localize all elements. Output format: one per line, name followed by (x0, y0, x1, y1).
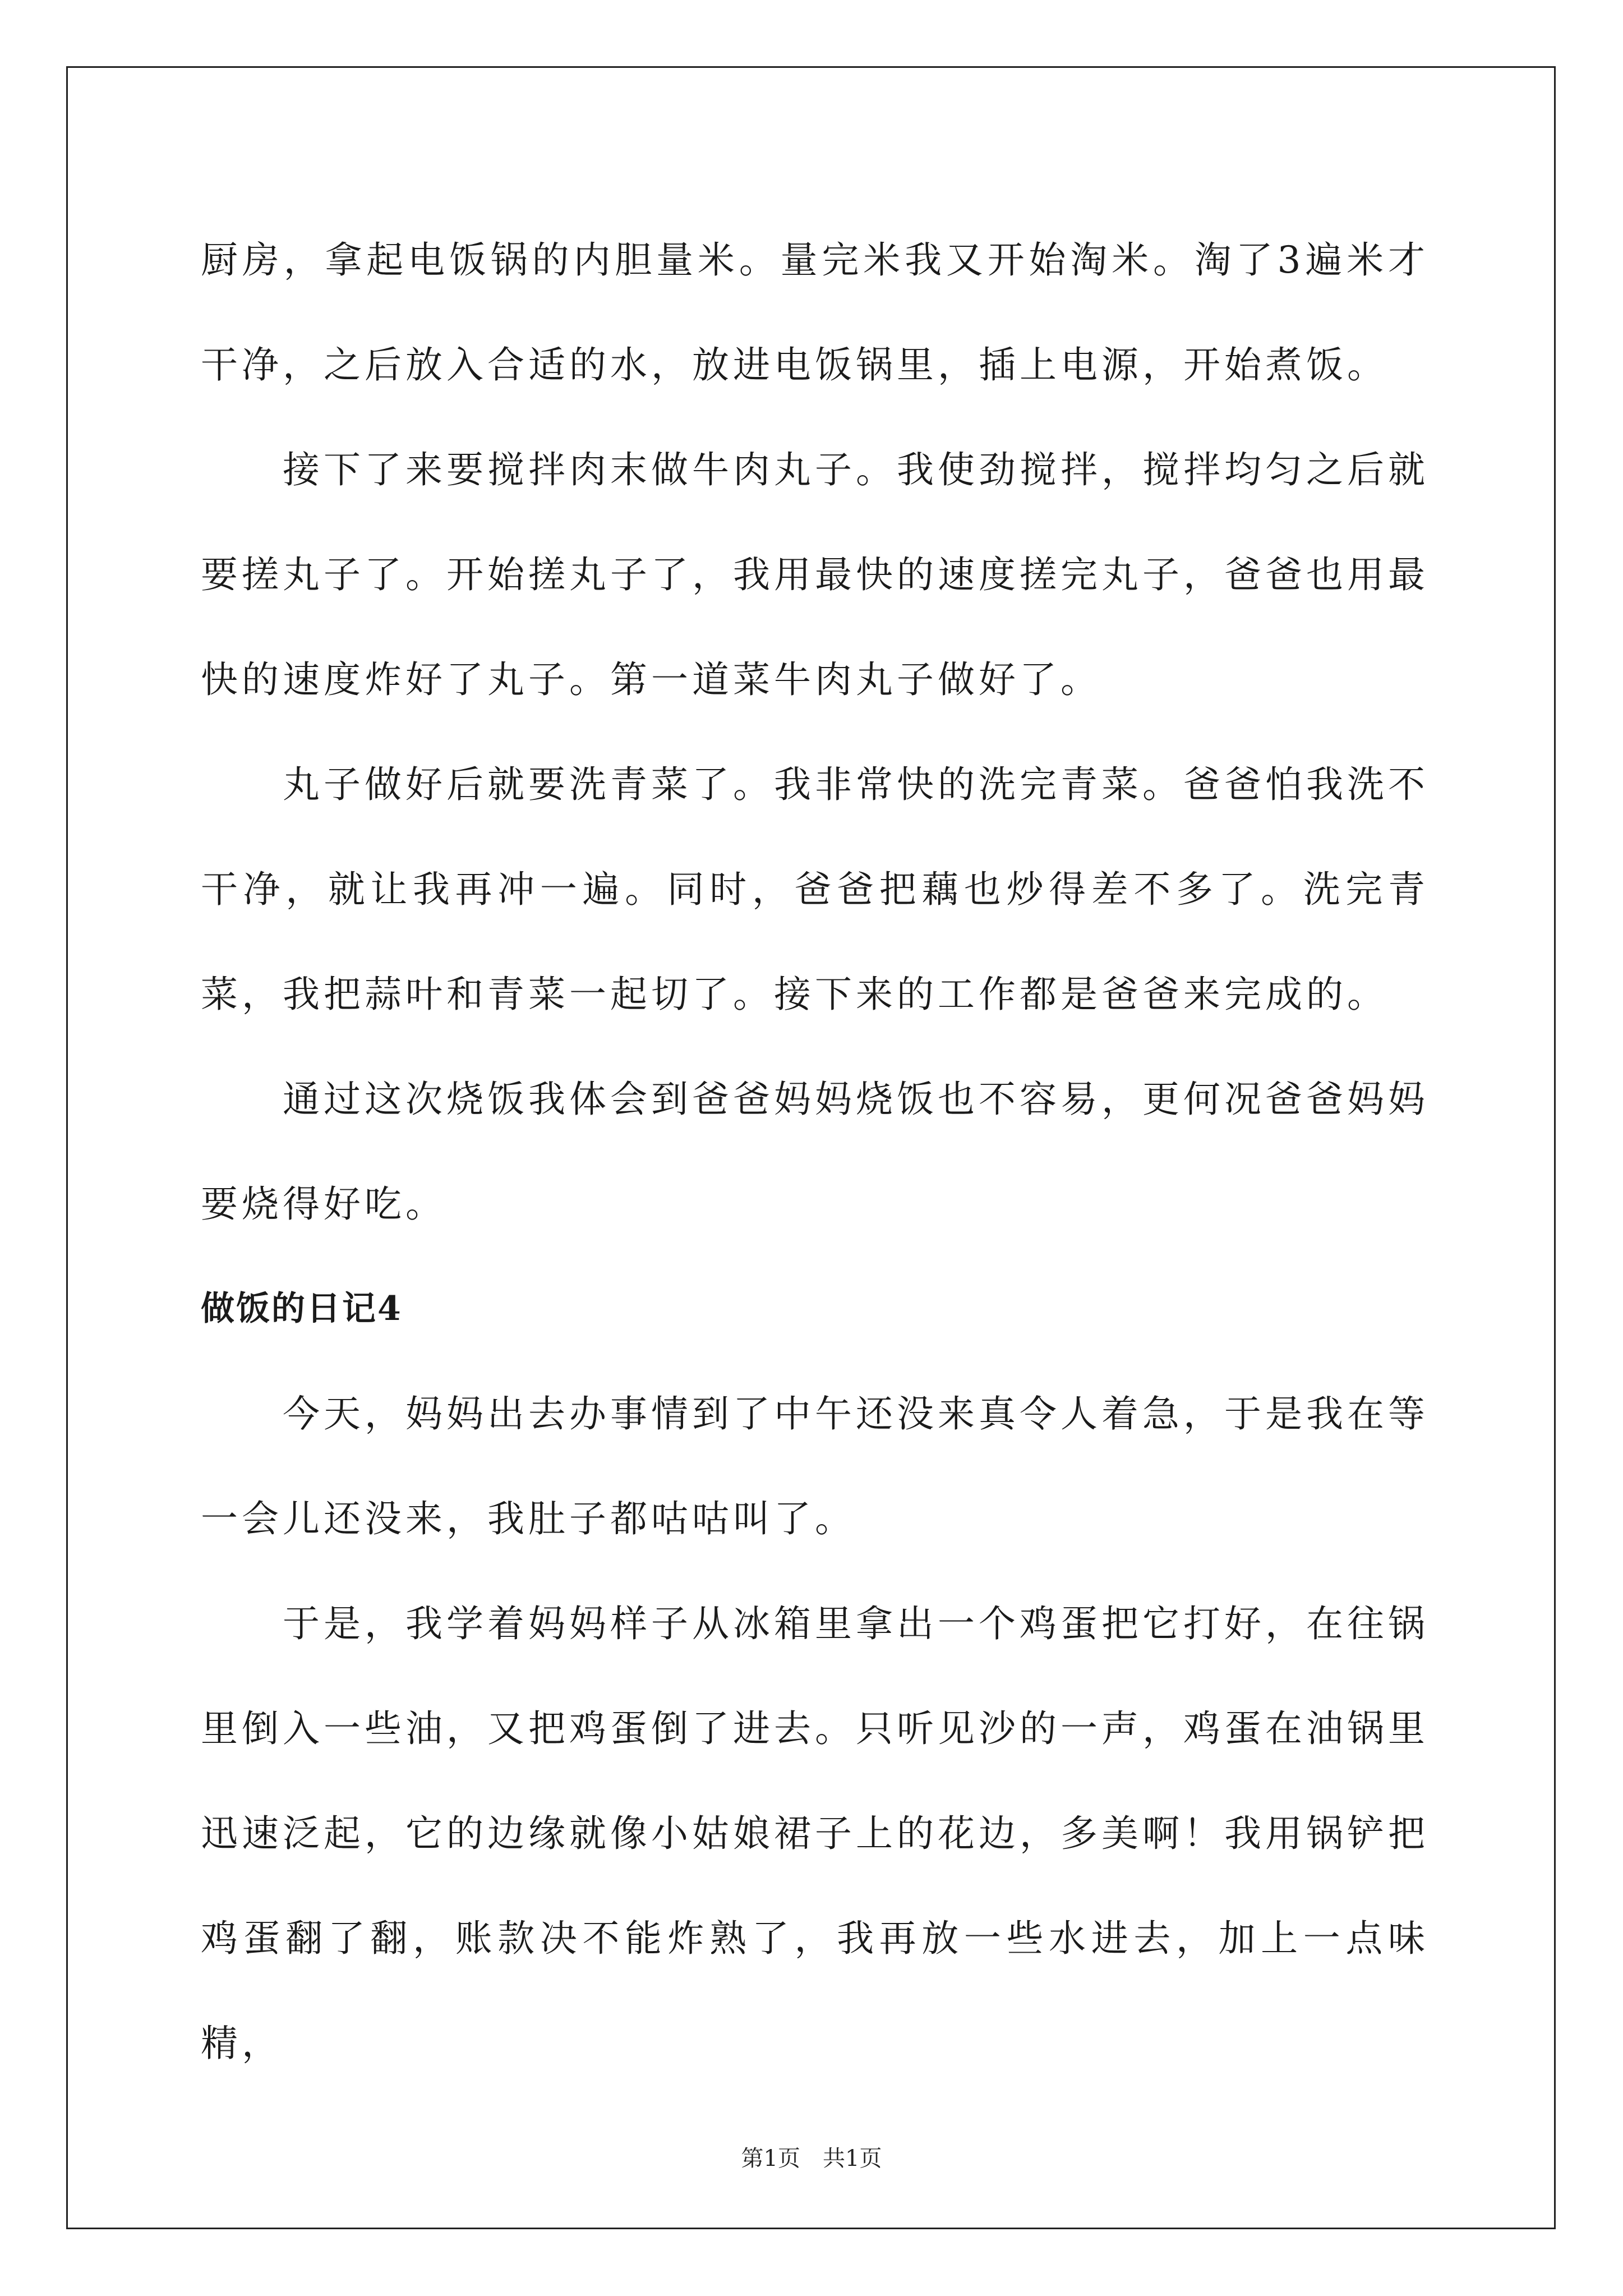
document-body (201, 208, 1429, 2096)
paragraph: 接下了来要搅拌肉末做牛肉丸子。我使劲搅拌，搅拌均匀之后就要搓丸子了。开始搓丸子了，我用最快的速度搓完丸子，爸爸也用最快的速度炸好了丸子。第一道菜牛肉丸子做好了。 (201, 448, 1429, 701)
section-heading: 做饭的日记4 (201, 1289, 403, 1328)
page-footer (0, 2142, 1623, 2175)
paragraph: 厨房，拿起电饭锅的内胆量米。量完米我又开始淘米。淘了3遍米才干净，之后放入合适的水，放进电饭锅里，插上电源，开始煮饭。 (201, 238, 1429, 386)
page-number: 第1页 (741, 2146, 800, 2171)
paragraph: 今天，妈妈出去办事情到了中午还没来真令人着急，于是我在等一会儿还没来，我肚子都咕咕叫了。 (201, 1392, 1429, 1540)
paragraph: 通过这次烧饭我体会到爸爸妈妈烧饭也不容易，更何况爸爸妈妈要烧得好吃。 (201, 1078, 1429, 1226)
paragraph: 丸子做好后就要洗青菜了。我非常快的洗完青菜。爸爸怕我洗不干净，就让我再冲一遍。同时，爸爸把藕也炒得差不多了。洗完青菜，我把蒜叶和青菜一起切了。接下来的工作都是爸爸来完成的。 (201, 763, 1429, 1016)
page-total: 共1页 (823, 2146, 882, 2171)
paragraph: 于是，我学着妈妈样子从冰箱里拿出一个鸡蛋把它打好，在往锅里倒入一些油，又把鸡蛋倒了进去。只听见沙的一声，鸡蛋在油锅里迅速泛起，它的边缘就像小姑娘裙子上的花边，多美啊！我用锅铲把鸡蛋翻了翻，账款决不能炸熟了，我再放一些水进去，加上一点味精， (201, 1602, 1429, 2065)
